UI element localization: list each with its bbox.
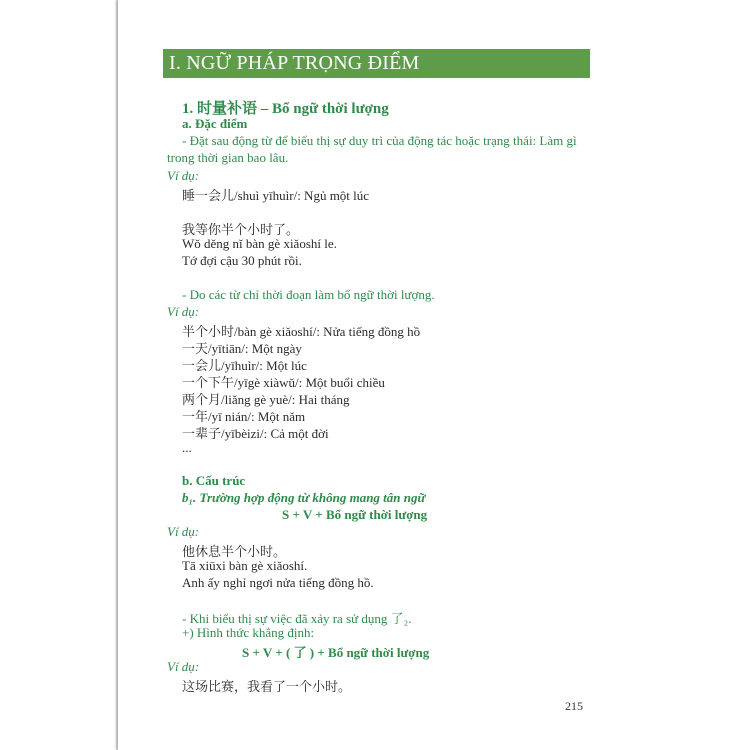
text-line: trong thời gian bao lâu. (167, 150, 289, 165)
example-line: 一会儿/yīhuìr/: Một lúc (182, 358, 307, 373)
example-line: 一个下午/yīgè xiàwǔ/: Một buổi chiều (182, 375, 385, 390)
example-line: 一天/yītiān/: Một ngày (182, 341, 302, 356)
text-line: - Do các từ chỉ thời đoạn làm bổ ngữ thời lượng. (182, 287, 435, 302)
example-line: 这场比赛，我看了一个小时。 (182, 679, 352, 694)
example-line: 半个小时/bàn gè xiǎoshí/: Nửa tiếng đồng hồ (182, 324, 421, 339)
example-line: Tā xiūxi bàn gè xiǎoshí. (182, 558, 308, 573)
example-line: 一辈子/yībèizi/: Cả một đời (182, 426, 329, 441)
example-line: Anh ấy nghỉ ngơi nửa tiếng đồng hồ. (182, 575, 374, 590)
subheading-b: b. Cấu trúc (182, 473, 246, 488)
text-line: - Đặt sau động từ để biểu thị sự duy trì của động tác hoặc trạng thái: Làm gì (182, 133, 577, 148)
ellipsis: ... (182, 440, 192, 455)
example-line: 我等你半个小时了。 (182, 222, 300, 237)
text-line: - Khi biểu thị sự việc đã xảy ra sử dụng 了₂. (182, 611, 412, 626)
structure-formula: S + V + Bổ ngữ thời lượng (282, 507, 428, 522)
example-line: Tớ đợi cậu 30 phút rồi. (182, 253, 302, 268)
subheading-a: a. Đặc điểm (182, 116, 248, 131)
example-label: Ví dụ: (167, 524, 200, 539)
example-line: 他休息半个小时。 (182, 544, 287, 559)
structure-formula: S + V + ( 了 ) + Bổ ngữ thời lượng (242, 645, 430, 660)
example-label: Ví dụ: (167, 304, 200, 319)
subheading-b1: b₁. Trường hợp động từ không mang tân ngữ (182, 490, 426, 505)
page-number: 215 (565, 699, 583, 713)
example-line: 一年/yī nián/: Một năm (182, 409, 306, 424)
example-line: 两个月/liǎng gè yuè/: Hai tháng (182, 392, 350, 407)
example-label: Ví dụ: (167, 168, 200, 183)
heading-1: 1. 时量补语 – Bổ ngữ thời lượng (182, 101, 389, 117)
section-title: I. NGỮ PHÁP TRỌNG ĐIỂM (169, 52, 420, 74)
example-line: Wǒ děng nǐ bàn gè xiǎoshí le. (182, 236, 337, 251)
example-label: Ví dụ: (167, 659, 200, 674)
example-line: 睡一会儿/shuì yīhuìr/: Ngủ một lúc (182, 188, 370, 203)
text-line: +) Hình thức khẳng định: (182, 625, 315, 640)
